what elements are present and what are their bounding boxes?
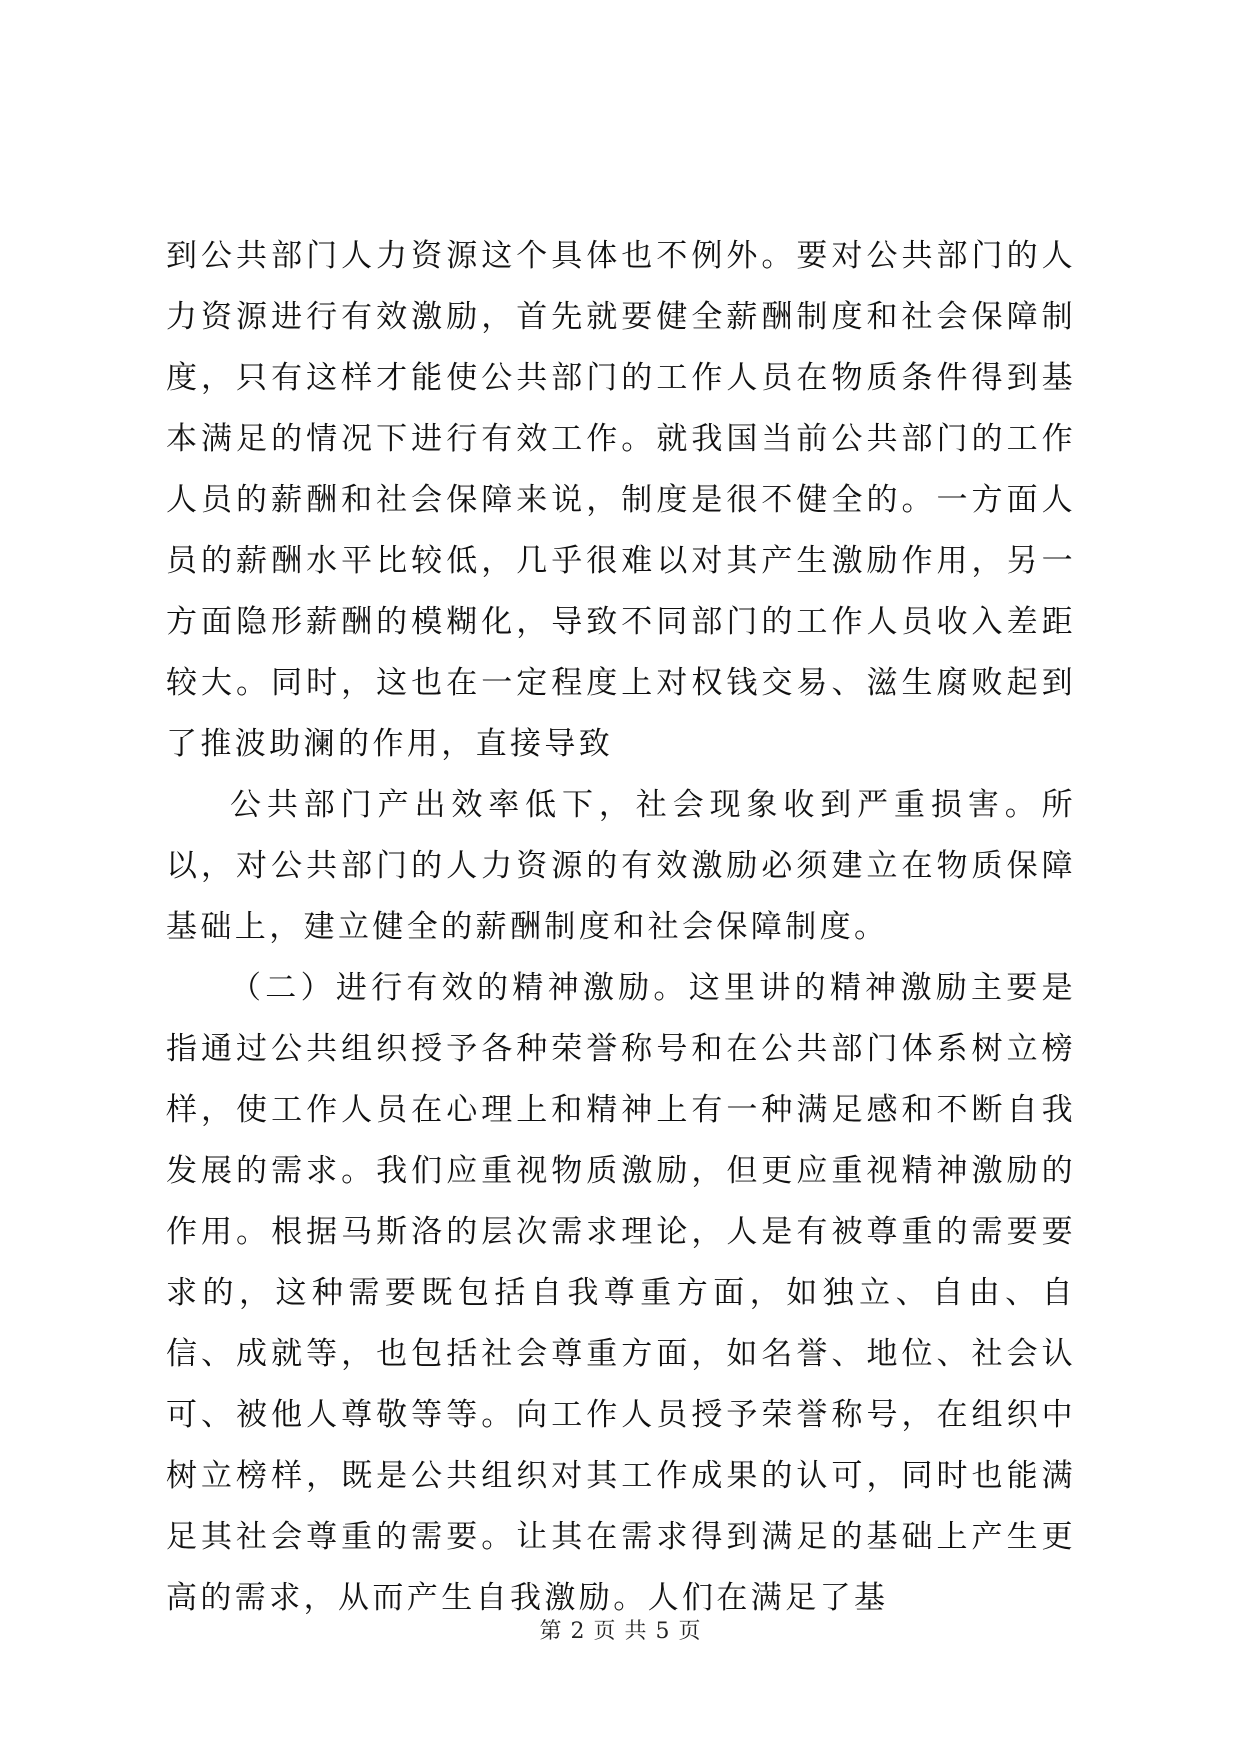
paragraph-2: 公共部门产出效率低下，社会现象收到严重损害。所以，对公共部门的人力资源的有效激励必须建立在物质保障基础上，建立健全的薪酬制度和社会保障制度。	[166, 787, 1076, 945]
page-number-footer: 第 2 页 共 5 页	[539, 1619, 702, 1644]
paragraph-1: 到公共部门人力资源这个具体也不例外。要对公共部门的人力资源进行有效激励，首先就要健全薪酬制度和社会保障制度，只有这样才能使公共部门的工作人员在物质条件得到基本满足的情况下进行有效工作。就我国当前公共部门的工作人员的薪酬和社会保障来说，制度是很不健全的。一方面人员的薪酬水平比较低，几乎很难以对其产生激励作用，另一方面隐形薪酬的模糊化，导致不同部门的工作人员收入差距较大。同时，这也在一定程度上对权钱交易、滋生腐败起到了推波助澜的作用，直接导致	[166, 238, 1076, 762]
paragraph-3: （二）进行有效的精神激励。这里讲的精神激励主要是指通过公共组织授予各种荣誉称号和在公共部门体系树立榜样，使工作人员在心理上和精神上有一种满足感和不断自我发展的需求。我们应重视物质激励，但更应重视精神激励的作用。根据马斯洛的层次需求理论，人是有被尊重的需要要求的，这种需要既包括自我尊重方面，如独立、自由、自信、成就等，也包括社会尊重方面，如名誉、地位、社会认可、被他人尊敬等等。向工作人员授予荣誉称号，在组织中树立榜样，既是公共组织对其工作成果的认可，同时也能满足其社会尊重的需要。让其在需求得到满足的基础上产生更高的需求，从而产生自我激励。人们在满足了基	[166, 970, 1076, 1616]
body-text	[166, 226, 1076, 1629]
